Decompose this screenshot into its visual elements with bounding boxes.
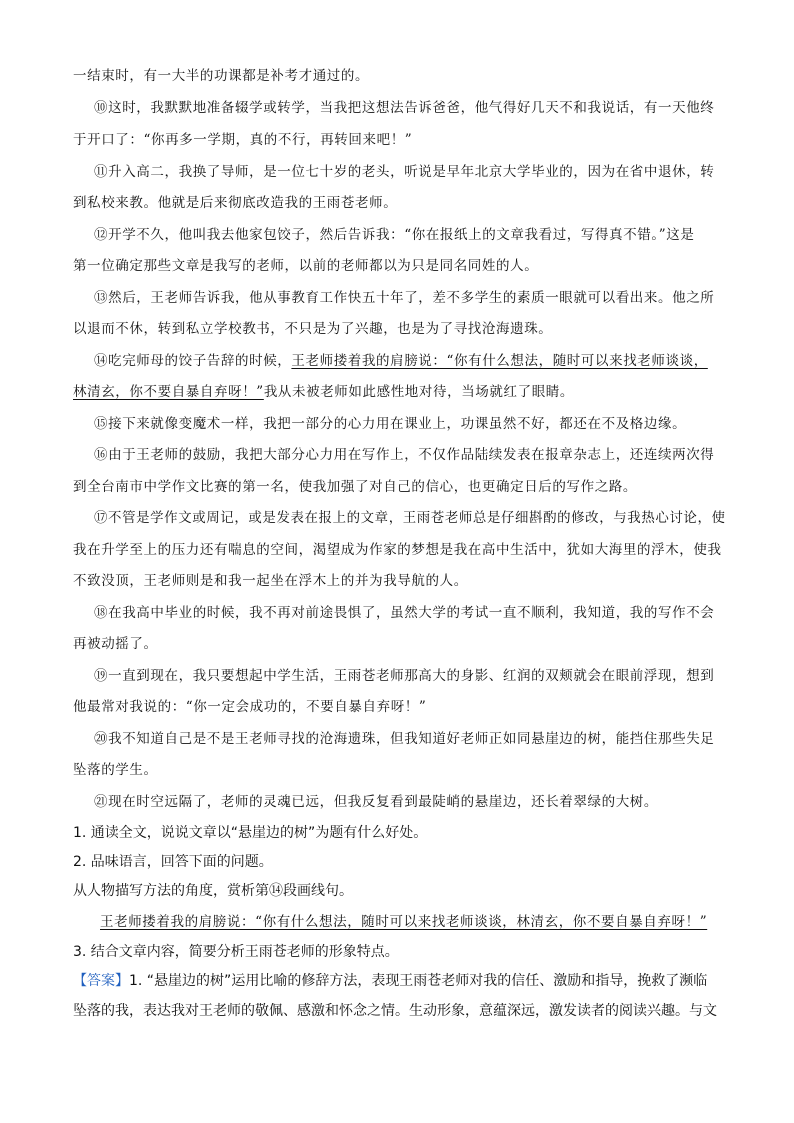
question-2: 2. 品味语言，回答下面的问题。 [73, 854, 273, 870]
passage-line: 他最常对我说的：“你一定会成功的，不要自暴自弃呀！” [73, 699, 427, 715]
passage-line: ⑫开学不久，他叫我去他家包饺子，然后告诉我：“你在报纸上的文章我看过，写得真不错。”这是 [94, 227, 695, 243]
underlined-sentence: 林清玄，你不要自暴自弃呀！” [73, 384, 264, 400]
answer-line [73, 970, 707, 992]
passage-line: ⑰不管是学作文或周记，或是发表在报上的文章，王雨苍老师总是仔细斟酌的修改，与我热心讨论，使 [94, 510, 726, 526]
passage-line: ⑩这时，我默默地准备辍学或转学，当我把这想法告诉爸爸，他气得好几天不和我说话，有一天他终 [94, 100, 715, 116]
question-1: 1. 通读全文，说说文章以“悬崖边的树”为题有什么好处。 [73, 825, 428, 841]
passage-line: ⑳我不知道自己是不是王老师寻找的沧海遗珠，但我知道好老师正如同悬崖边的树，能挡住那些失足 [94, 731, 715, 747]
passage-line: ⑱在我高中毕业的时候，我不再对前途畏惧了，虽然大学的考试一直不顺利，我知道，我的写作不会 [94, 605, 715, 621]
passage-line: 于开口了：“你再多一学期，真的不行，再转回来吧！” [73, 132, 413, 148]
passage-line: ⑪升入高二，我换了导师，是一位七十岁的老头，听说是早年北京大学毕业的，因为在省中退休，转 [94, 164, 715, 180]
passage-text: 我从未被老师如此感性地对待，当场就红了眼睛。 [263, 384, 575, 400]
passage-line: 我在升学至上的压力还有喘息的空间，渴望成为作家的梦想是我在高中生活中，犹如大海里的浮木，使我 [73, 542, 722, 558]
passage-line: 坠落的学生。 [73, 762, 158, 778]
passage-line: ⑯由于王老师的鼓励，我把大部分心力用在写作上，不仅作品陆续发表在报章杂志上，还连续两次得 [94, 447, 715, 463]
question-3: 3. 结合文章内容，简要分析王雨苍老师的形象特点。 [73, 944, 399, 960]
passage-line: 再被动摇了。 [73, 636, 158, 652]
passage-line: 不致没顶，王老师则是和我一起坐在浮木上的并为我导航的人。 [73, 573, 468, 589]
passage-line: 以退而不休，转到私立学校教书，不只是为了兴趣，也是为了寻找沧海遗珠。 [73, 321, 553, 337]
passage-line [94, 351, 708, 371]
passage-line: 一结束时，有一大半的功课都是补考才通过的。 [73, 68, 370, 84]
passage-line: ⑮接下来就像变魔术一样，我把一部分的心力用在课业上，功课虽然不好，都还在不及格边缘。 [94, 416, 687, 432]
passage-line: 到全台南市中学作文比赛的第一名，使我加强了对自己的信心，也更确定日后的写作之路。 [73, 479, 637, 495]
passage-line: ⑲一直到现在，我只要想起中学生活，王雨苍老师那高大的身影、红润的双颊就会在眼前浮现，想到 [94, 668, 715, 684]
passage-line [73, 382, 574, 402]
passage-line: 第一位确定那些文章是我写的老师，以前的老师都以为只是同名同姓的人。 [73, 258, 539, 274]
answer-tag: 【答案】 [73, 973, 129, 989]
passage-text: ⑭吃完师母的饺子告辞的时候， [94, 353, 292, 369]
passage-line: ㉑现在时空远隔了，老师的灵魂已远，但我反复看到最陡峭的悬崖边，还长着翠绿的大树。 [94, 794, 658, 810]
passage-line: ⑬然后，王老师告诉我，他从事教育工作快五十年了，差不多学生的素质一眼就可以看出来。他之所 [94, 290, 715, 306]
answer-text: 1. “悬崖边的树”运用比喻的修辞方法，表现王雨苍老师对我的信任、激励和指导，挽救了濒临 [129, 973, 708, 989]
question-2-prompt: 从人物描写方法的角度，赏析第⑭段画线句。 [73, 883, 353, 899]
question-2-quote: 王老师搂着我的肩膀说：“你有什么想法，随时可以来找老师谈谈，林清玄，你不要自暴自弃呀！” [100, 914, 708, 930]
passage-line: 到私校来教。他就是后来彻底改造我的王雨苍老师。 [73, 195, 398, 211]
underlined-sentence: 王老师搂着我的肩膀说：“你有什么想法，随时可以来找老师谈谈， [291, 353, 708, 369]
answer-line: 坠落的我，表达我对王老师的敬佩、感激和怀念之情。生动形象，意蕴深远，激发读者的阅读兴趣。与文 [73, 1003, 717, 1019]
